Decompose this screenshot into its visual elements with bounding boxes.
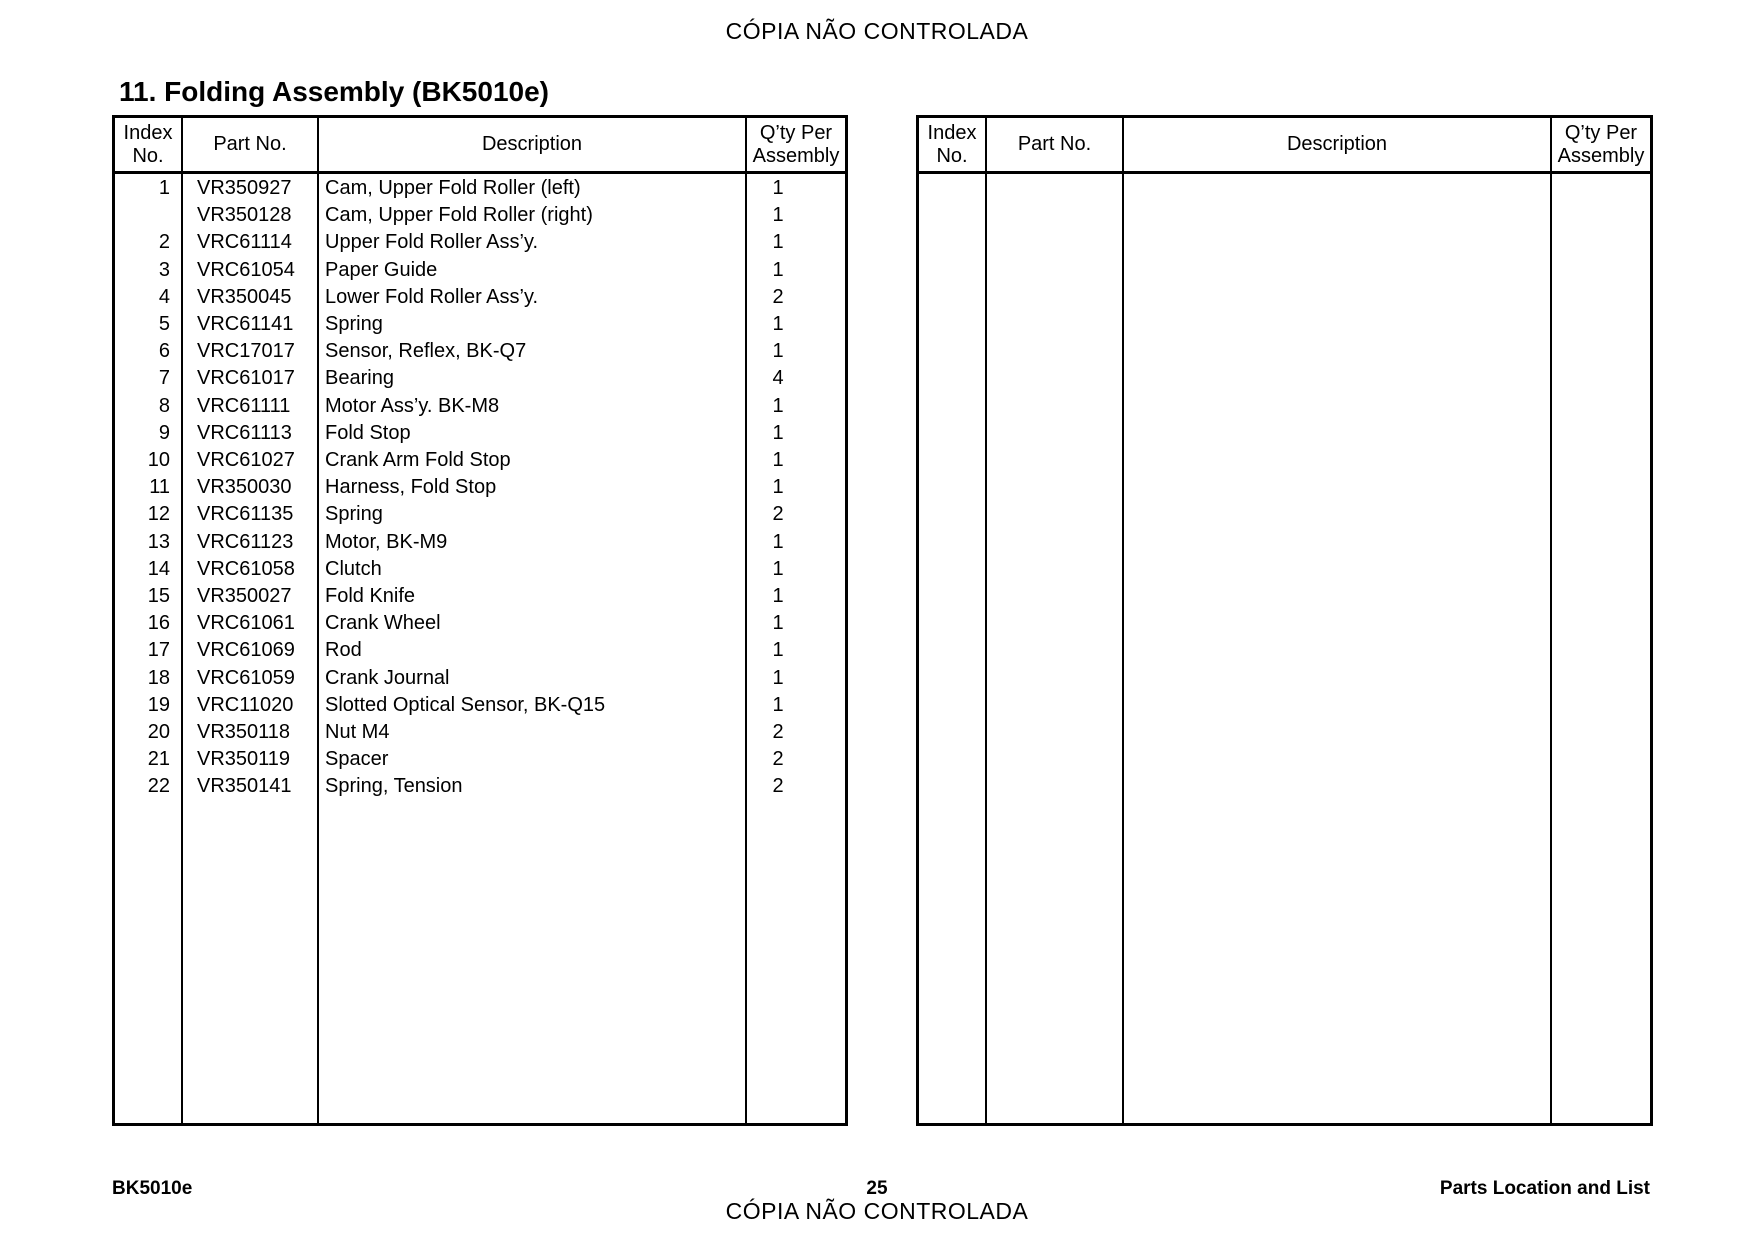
row-index: 1: [158, 177, 170, 199]
row-qty: 1: [772, 340, 784, 363]
row-part-no: VRC61135: [197, 503, 294, 526]
watermark-top: CÓPIA NÃO CONTROLADA: [725, 18, 1029, 44]
row-part-no: VRC61123: [197, 530, 294, 553]
row-part-no: VR350030: [197, 476, 292, 499]
row-description: Harness, Fold Stop: [325, 476, 497, 499]
header-part-no: Part No.: [213, 133, 287, 155]
row-qty: 1: [772, 449, 784, 471]
row-index: 12: [147, 503, 170, 526]
row-description: Spring, Tension: [325, 775, 463, 798]
row-index: 16: [147, 612, 170, 635]
row-qty: 1: [772, 394, 784, 417]
row-part-no: VRC61027: [197, 449, 295, 471]
row-description: Slotted Optical Sensor, BK-Q15: [325, 693, 606, 716]
row-description: Crank Wheel: [325, 612, 441, 635]
row-index: 17: [147, 639, 170, 662]
watermark-bottom: CÓPIA NÃO CONTROLADA: [725, 1198, 1029, 1224]
row-description: Clutch: [325, 557, 382, 580]
row-index: 11: [149, 476, 170, 499]
row-qty: 1: [772, 612, 784, 635]
row-index: 5: [158, 313, 170, 335]
table-row: [115, 175, 845, 202]
row-qty: 1: [772, 421, 784, 444]
table-row: [115, 284, 845, 311]
row-qty: 4: [772, 367, 784, 390]
table-row: [115, 529, 845, 556]
row-part-no: VRC61141: [197, 313, 294, 335]
row-qty: 1: [772, 258, 784, 281]
header-qty: Q’ty Per Assembly: [1557, 121, 1645, 167]
table-row: [115, 610, 845, 637]
row-description: Spring: [325, 313, 383, 335]
row-description: Fold Stop: [325, 421, 411, 444]
row-qty: 2: [772, 748, 784, 771]
row-qty: 1: [772, 557, 784, 580]
row-qty: 1: [772, 666, 784, 689]
column-divider: [1550, 118, 1552, 1123]
parts-table-right: [916, 115, 1653, 1126]
row-part-no: VRC61059: [197, 666, 295, 689]
row-index: 18: [147, 666, 170, 689]
row-index: 6: [158, 340, 170, 363]
row-index: 4: [158, 285, 170, 308]
row-index: 9: [158, 421, 170, 444]
row-part-no: VR350119: [197, 748, 291, 771]
row-part-no: VR350927: [197, 177, 292, 199]
row-description: Cam, Upper Fold Roller (right): [325, 204, 593, 227]
row-qty: 2: [772, 285, 784, 308]
row-part-no: VRC61114: [197, 231, 292, 254]
header-description: Description: [481, 133, 583, 155]
parts-table-left: [112, 115, 848, 1126]
row-qty: 1: [772, 639, 784, 662]
row-description: Cam, Upper Fold Roller (left): [325, 177, 581, 199]
row-qty: 2: [772, 721, 784, 743]
table-row: [115, 583, 845, 610]
row-qty: 1: [772, 530, 784, 553]
row-index: 2: [158, 231, 170, 254]
row-part-no: VR350045: [197, 285, 292, 308]
table-row: [115, 393, 845, 420]
row-qty: 1: [772, 231, 784, 254]
header-divider: [115, 171, 845, 174]
row-description: Crank Arm Fold Stop: [325, 449, 511, 471]
row-part-no: VRC61061: [197, 612, 295, 635]
row-index: 10: [147, 449, 170, 471]
row-qty: 1: [772, 585, 784, 607]
row-index: 13: [147, 530, 170, 553]
table-row: [115, 202, 845, 229]
table-row: [115, 692, 845, 719]
row-part-no: VR350118: [197, 721, 291, 743]
row-description: Nut M4: [325, 721, 390, 743]
row-index: 15: [147, 585, 170, 607]
row-qty: 1: [772, 204, 784, 227]
row-part-no: VR350141: [197, 775, 292, 798]
row-index: 7: [158, 367, 170, 390]
row-description: Spacer: [325, 748, 389, 771]
row-description: Upper Fold Roller Ass’y.: [325, 231, 539, 254]
header-qty: Q’ty Per Assembly: [752, 121, 840, 167]
header-description: Description: [1286, 133, 1388, 155]
row-index: 8: [158, 394, 170, 417]
row-description: Paper Guide: [325, 258, 438, 281]
page-title: 11. Folding Assembly (BK5010e): [119, 76, 549, 107]
row-description: Lower Fold Roller Ass’y.: [325, 285, 539, 308]
table-row: [115, 501, 845, 528]
row-part-no: VR350027: [197, 585, 292, 607]
table-row: [115, 719, 845, 746]
row-qty: 2: [772, 775, 784, 798]
row-qty: 1: [772, 476, 784, 499]
row-part-no: VRC61058: [197, 557, 295, 580]
table-row: [115, 474, 845, 501]
row-part-no: VRC61017: [197, 367, 295, 390]
row-index: 21: [147, 748, 170, 771]
row-index: 3: [158, 258, 170, 281]
row-part-no: VRC61111: [197, 394, 291, 417]
row-part-no: VRC61113: [197, 421, 292, 444]
row-index: 19: [147, 693, 170, 716]
table-row: [115, 338, 845, 365]
row-part-no: VRC17017: [197, 340, 295, 363]
table-row: [115, 311, 845, 338]
table-row: [115, 665, 845, 692]
table-row: [115, 229, 845, 256]
table-row: [115, 365, 845, 392]
header-divider: [919, 171, 1650, 174]
row-index: 14: [147, 557, 170, 580]
table-row: [115, 420, 845, 447]
column-divider: [985, 118, 987, 1123]
header-index: Index No.: [123, 121, 173, 167]
header-part-no: Part No.: [1017, 133, 1092, 155]
row-qty: 1: [772, 313, 784, 335]
row-description: Bearing: [325, 367, 394, 390]
row-qty: 2: [772, 503, 784, 526]
row-index: 20: [147, 721, 170, 743]
row-qty: 1: [772, 693, 784, 716]
table-row: [115, 447, 845, 474]
page-number: 25: [866, 1178, 888, 1199]
header-index: Index No.: [927, 121, 977, 167]
table-row: [115, 257, 845, 284]
row-part-no: VRC61054: [197, 258, 295, 281]
row-description: Fold Knife: [325, 585, 416, 607]
row-description: Crank Journal: [325, 666, 450, 689]
row-qty: 1: [772, 177, 784, 199]
column-divider: [1122, 118, 1124, 1123]
row-part-no: VR350128: [197, 204, 292, 227]
row-part-no: VRC11020: [197, 693, 294, 716]
row-description: Motor Ass’y. BK-M8: [325, 394, 500, 417]
row-part-no: VRC61069: [197, 639, 295, 662]
table-row: [115, 746, 845, 773]
row-description: Rod: [325, 639, 362, 662]
table-row: [115, 773, 845, 800]
table-row: [115, 637, 845, 664]
footer-section: Parts Location and List: [1439, 1178, 1650, 1199]
row-description: Sensor, Reflex, BK-Q7: [325, 340, 527, 363]
row-description: Motor, BK-M9: [325, 530, 448, 553]
table-row: [115, 556, 845, 583]
row-index: 22: [147, 775, 170, 798]
row-description: Spring: [325, 503, 383, 526]
footer-model: BK5010e: [112, 1178, 193, 1199]
